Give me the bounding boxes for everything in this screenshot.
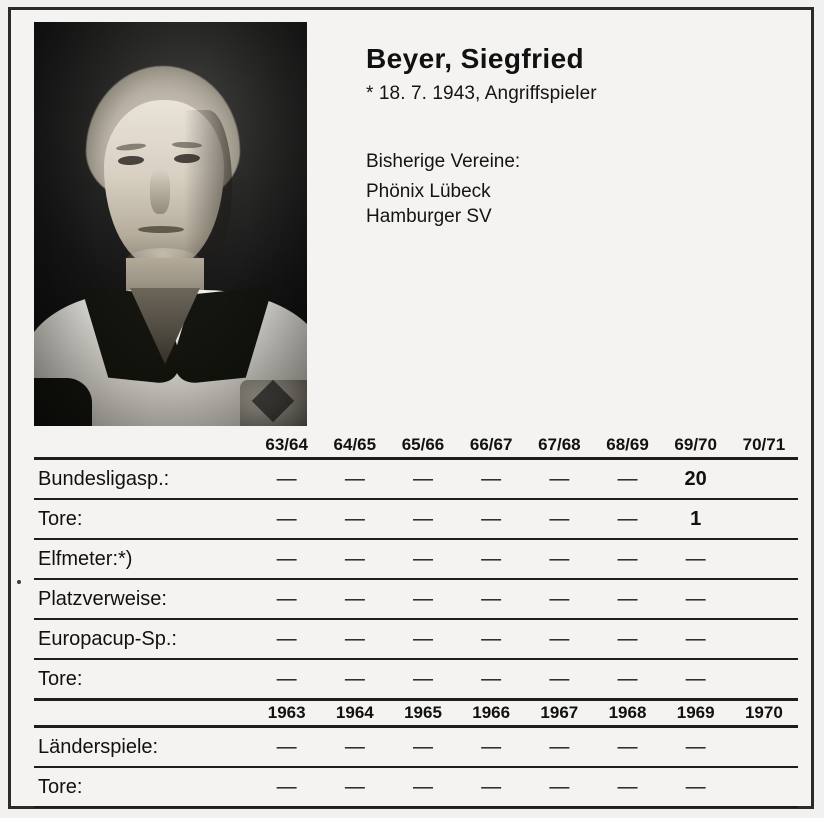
row-value: — xyxy=(617,587,638,610)
row-value: — xyxy=(412,667,433,690)
row-value: — xyxy=(617,775,638,798)
year-column-header: 1963 xyxy=(267,703,306,722)
row-value: — xyxy=(276,507,297,530)
row-value: — xyxy=(549,507,570,530)
row-label: Tore: xyxy=(38,775,83,798)
row-label: Tore: xyxy=(38,667,83,690)
row-value: 20 xyxy=(684,467,707,490)
season-column-header: 70/71 xyxy=(742,435,786,454)
row-value: — xyxy=(685,547,706,570)
row-value: — xyxy=(412,507,433,530)
player-photo xyxy=(34,22,307,426)
row-value: — xyxy=(276,587,297,610)
table-row xyxy=(34,540,798,579)
row-value xyxy=(730,728,798,767)
table-row xyxy=(34,460,798,499)
table-row xyxy=(34,620,798,659)
row-value: — xyxy=(412,547,433,570)
row-value: — xyxy=(617,547,638,570)
row-value xyxy=(730,768,798,807)
row-label: Europacup-Sp.: xyxy=(38,627,177,650)
row-value: — xyxy=(685,735,706,758)
row-value xyxy=(730,460,798,499)
clubs-heading: Bisherige Vereine: xyxy=(366,151,521,172)
year-column-header: 1965 xyxy=(404,703,442,722)
row-value: — xyxy=(549,467,570,490)
margin-dot xyxy=(17,580,21,584)
row-value: 1 xyxy=(690,507,702,530)
row-value: — xyxy=(481,507,502,530)
row-value: — xyxy=(276,775,297,798)
row-value xyxy=(730,660,798,700)
row-value: — xyxy=(481,467,502,490)
row-value: — xyxy=(481,735,502,758)
row-value: — xyxy=(412,587,433,610)
season-column-header: 65/66 xyxy=(401,435,445,454)
header-spacer xyxy=(34,701,253,727)
row-value: — xyxy=(344,587,365,610)
row-value: — xyxy=(685,627,706,650)
player-card xyxy=(8,7,814,809)
row-value xyxy=(730,540,798,579)
season-stats-table xyxy=(34,433,798,701)
season-table-header-row xyxy=(34,433,798,459)
row-label: Tore: xyxy=(38,507,83,530)
row-value: — xyxy=(481,775,502,798)
row-value: — xyxy=(617,507,638,530)
row-value: — xyxy=(412,627,433,650)
row-label: Elfmeter:*) xyxy=(38,547,133,570)
year-column-header: 1968 xyxy=(608,703,647,722)
row-value: — xyxy=(549,547,570,570)
row-value: — xyxy=(617,627,638,650)
row-value xyxy=(730,620,798,659)
season-column-header: 69/70 xyxy=(674,435,717,454)
row-value: — xyxy=(549,627,570,650)
row-value: — xyxy=(685,667,706,690)
row-value: — xyxy=(344,775,365,798)
year-column-header: 1970 xyxy=(744,703,783,722)
year-column-header: 1969 xyxy=(676,703,715,722)
row-value: — xyxy=(481,667,502,690)
row-value: — xyxy=(481,627,502,650)
row-value: — xyxy=(344,667,365,690)
row-label: Bundesligasp.: xyxy=(38,467,170,490)
season-column-header: 64/65 xyxy=(333,435,377,454)
row-value: — xyxy=(344,467,365,490)
row-value: — xyxy=(617,735,638,758)
row-value: — xyxy=(481,547,502,570)
season-column-header: 63/64 xyxy=(265,435,308,454)
row-value: — xyxy=(344,507,365,530)
row-value: — xyxy=(276,667,297,690)
year-table-header-row xyxy=(34,701,798,727)
club-item: Hamburger SV xyxy=(366,206,492,227)
row-label: Platzverweise: xyxy=(38,587,167,610)
season-column-header: 66/67 xyxy=(469,435,513,454)
row-value: — xyxy=(481,587,502,610)
row-value xyxy=(730,500,798,539)
table-row xyxy=(34,768,798,807)
row-value: — xyxy=(344,547,365,570)
year-column-header: 1964 xyxy=(335,703,374,722)
table-rule xyxy=(34,807,798,808)
table-row xyxy=(34,580,798,619)
year-column-header: 1967 xyxy=(540,703,579,722)
row-value: — xyxy=(276,627,297,650)
row-value: — xyxy=(344,627,365,650)
row-value: — xyxy=(412,467,433,490)
row-value: — xyxy=(617,667,638,690)
player-birth-and-position: * 18. 7. 1943, Angriffspieler xyxy=(366,83,597,104)
player-name: Beyer, Siegfried xyxy=(366,43,585,74)
row-value: — xyxy=(412,735,433,758)
season-column-header: 68/69 xyxy=(606,435,649,454)
statistics-section xyxy=(34,433,798,808)
header-spacer xyxy=(34,433,253,459)
row-value: — xyxy=(276,467,297,490)
row-value: — xyxy=(344,735,365,758)
season-column-header: 67/68 xyxy=(538,435,581,454)
row-value: — xyxy=(412,775,433,798)
row-value: — xyxy=(549,667,570,690)
club-item: Phönix Lübeck xyxy=(366,181,491,202)
row-value: — xyxy=(549,587,570,610)
table-row xyxy=(34,728,798,767)
row-value: — xyxy=(276,735,297,758)
row-value: — xyxy=(617,467,638,490)
table-row xyxy=(34,500,798,539)
player-header xyxy=(366,43,796,231)
photo-vignette xyxy=(34,22,307,426)
year-column-header: 1966 xyxy=(472,703,511,722)
row-value: — xyxy=(685,587,706,610)
year-stats-table xyxy=(34,701,798,808)
row-value: — xyxy=(685,775,706,798)
row-value xyxy=(730,580,798,619)
table-row xyxy=(34,660,798,700)
row-value: — xyxy=(276,547,297,570)
row-value: — xyxy=(549,735,570,758)
row-label: Länderspiele: xyxy=(38,735,159,758)
row-value: — xyxy=(549,775,570,798)
